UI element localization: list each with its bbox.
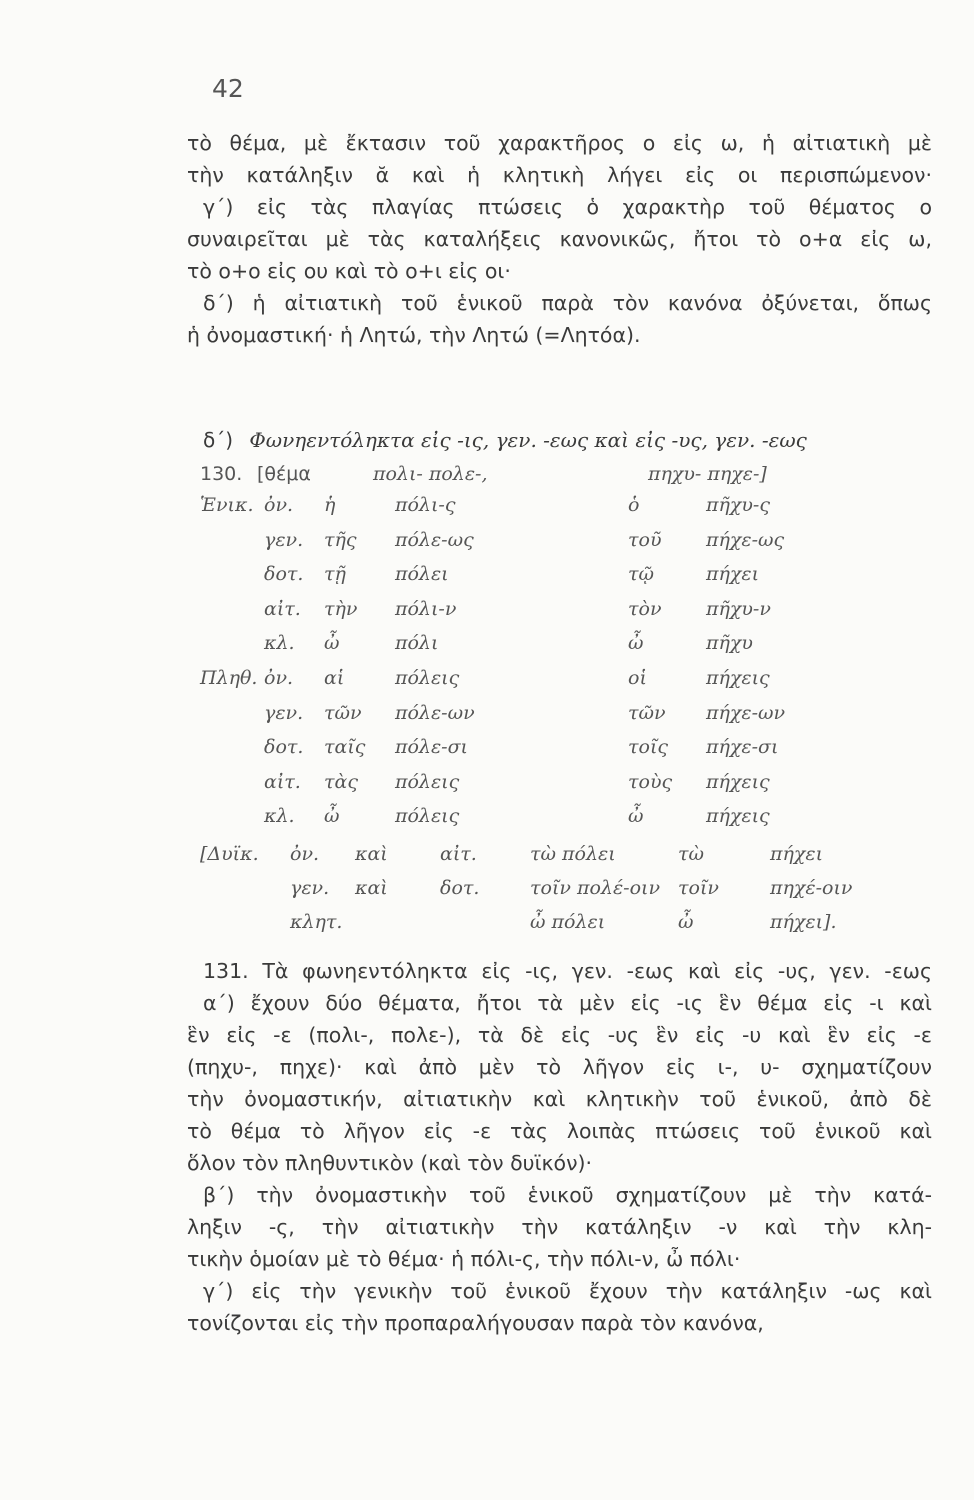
text-line: 131. Τὰ φωνηεντόληκτα εἰς -ις, γεν. -εως καὶ εἰς -υς, γεν. -εως <box>203 959 932 983</box>
table-cell: ταῖς <box>324 736 366 758</box>
table-cell: τοῖν πολέ-οιν <box>530 877 661 899</box>
text-line: ληξιν -ς, τὴν αἰτιατικὴν τὴν κατάληξιν -ν καὶ τὴν κλη- <box>187 1215 932 1239</box>
table-cell: κλητ. <box>290 911 343 933</box>
table-cell: ὦ <box>628 632 644 654</box>
table-cell: τῶν <box>628 701 666 724</box>
text-line: τὸ θέμα, μὲ ἔκτασιν τοῦ χαρακτῆρος ο εἰς ω, ἡ αἰτιατικὴ μὲ <box>187 131 932 155</box>
table-cell: πήχεις <box>706 770 770 793</box>
text-line: ἓν εἰς -ε (πολι-, πολε-), τὰ δὲ εἰς -υς ἓν εἰς -υ καὶ ἓν εἰς -ε <box>187 1023 932 1047</box>
table-cell: ὦ <box>628 805 644 827</box>
table-cell: γεν. <box>264 701 304 724</box>
table-cell: πόλε-ων <box>395 701 475 724</box>
text-line: (πηχυ-, πηχε)· καὶ ἀπὸ μὲν τὸ λῆγον εἰς ι-, υ- σχηματίζουν <box>187 1055 932 1079</box>
text-line: ἡ ὀνομαστική· ἡ Λητώ, τὴν Λητώ (=Λητόα). <box>187 323 641 347</box>
table-cell: πόλεις <box>395 667 460 689</box>
table-cell: τὸν <box>628 597 662 620</box>
text-line: τονίζονται εἰς τὴν προπαραλήγουσαν παρὰ τὸν κανόνα, <box>187 1311 764 1335</box>
table-cell: τὰς <box>324 770 358 793</box>
table-cell: ὀν. <box>264 667 294 689</box>
table-cell: [Δυϊκ. <box>200 843 259 865</box>
table-cell: ὀν. <box>264 494 294 516</box>
text-line: γ΄) εἰς τὰς πλαγίας πτώσεις ὁ χαρακτὴρ τοῦ θέματος ο <box>203 195 932 219</box>
page-number: 42 <box>212 74 244 103</box>
table-cell: πήχε-σι <box>706 736 779 758</box>
table-header-cell: [θέμα <box>257 463 311 485</box>
text-line: τὴν ὀνομαστικήν, αἰτιατικὴν καὶ κλητικὴν τοῦ ἑνικοῦ, ἀπὸ δὲ <box>187 1087 932 1111</box>
table-cell: αἰτ. <box>264 770 301 793</box>
table-cell: καὶ <box>355 877 388 899</box>
table-cell: τῶν <box>324 701 362 724</box>
table-cell: γεν. <box>290 877 330 899</box>
table-cell: αἰτ. <box>264 597 301 620</box>
table-cell: πῆχυ-ν <box>706 597 771 620</box>
table-cell: πήχει <box>770 843 824 865</box>
table-cell: δοτ. <box>440 877 480 899</box>
paragraph-text <box>187 127 932 351</box>
table-cell: τοῦ <box>628 528 662 551</box>
text-line: τὸ ο+ο εἰς ου καὶ τὸ ο+ι εἰς οι· <box>187 259 511 283</box>
table-cell: πηχέ-οιν <box>770 877 853 899</box>
table-cell: πόλεις <box>395 770 460 793</box>
table-cell: αἱ <box>324 667 345 689</box>
section-heading <box>203 428 933 452</box>
table-cell: τὴν <box>324 597 358 620</box>
table-header-cell: πηχυ- πηχε-] <box>648 463 767 485</box>
table-cell: τοὺς <box>628 770 673 793</box>
text-line: τὴν κατάληξιν ᾰ καὶ ἡ κλητικὴ λήγει εἰς οι περισπώμενον· <box>187 163 932 187</box>
table-cell: πόλι <box>395 632 439 654</box>
text-line: τικὴν ὁμοίαν μὲ τὸ θέμα· ἡ πόλι-ς, τὴν πόλι-ν, ὦ πόλι· <box>187 1247 741 1271</box>
table-cell: πόλεις <box>395 805 460 827</box>
table-header-cell: πολι- πολε-, <box>373 463 488 485</box>
table-cell: Ἑνικ. <box>200 494 254 516</box>
table-cell: πόλε-ως <box>395 528 474 551</box>
table-cell: πήχε-ων <box>706 701 786 724</box>
table-cell: ὦ <box>324 632 340 654</box>
table-cell: καὶ <box>355 843 388 865</box>
table-cell: πήχεις <box>706 667 770 689</box>
table-cell: ὦ <box>678 911 694 933</box>
section-label: δ΄) <box>203 428 234 452</box>
table-cell: πόλι-ν <box>395 597 457 620</box>
text-line: τὸ θέμα τὸ λῆγον εἰς -ε τὰς λοιπὰς πτώσεις τοῦ ἑνικοῦ καὶ <box>187 1119 932 1143</box>
table-cell: πήχεις <box>706 805 770 827</box>
text-line: δ΄) ἡ αἰτιατικὴ τοῦ ἑνικοῦ παρὰ τὸν κανόνα ὀξύνεται, ὅπως <box>203 291 932 315</box>
text-line: ὅλον τὸν πληθυντικὸν (καὶ τὸν δυϊκόν)· <box>187 1151 593 1175</box>
table-cell: κλ. <box>264 805 295 827</box>
paragraph-text <box>187 955 932 1339</box>
table-cell: τῆς <box>324 528 357 551</box>
table-cell: ὁ <box>628 494 640 516</box>
table-cell: δοτ. <box>264 736 304 758</box>
text-line: γ΄) εἰς τὴν γενικὴν τοῦ ἑνικοῦ ἔχουν τὴν κατάληξιν -ως καὶ <box>203 1279 932 1303</box>
table-cell: πῆχυ-ς <box>706 494 770 516</box>
section-title: Φωνηεντόληκτα εἰς -ις, γεν. -εως καὶ εἰς -υς, γεν. -εως <box>249 428 807 452</box>
table-cell: τὼ <box>678 843 705 865</box>
table-cell: οἱ <box>628 667 647 689</box>
table-cell: πόλει <box>395 563 449 585</box>
table-cell: γεν. <box>264 528 304 551</box>
text-line: συναιρεῖται μὲ τὰς καταλήξεις κανονικῶς, ἤτοι τὸ ο+α εἰς ω, <box>187 227 932 251</box>
table-cell: ὦ <box>324 805 340 827</box>
text-line: β΄) τὴν ὀνομαστικὴν τοῦ ἑνικοῦ σχηματίζουν μὲ τὴν κατά- <box>203 1183 932 1207</box>
table-cell: ἡ <box>324 494 336 516</box>
table-cell: τοῖς <box>628 736 669 758</box>
table-cell: κλ. <box>264 632 295 654</box>
text-line: α΄) ἔχουν δύο θέματα, ἤτοι τὰ μὲν εἰς -ις ἓν θέμα εἰς -ι καὶ <box>203 991 932 1015</box>
table-cell: δοτ. <box>264 563 304 585</box>
table-cell: πόλι-ς <box>395 494 456 516</box>
table-cell: τοῖν <box>678 877 719 899</box>
table-cell: Πληθ. <box>200 667 258 689</box>
section-number: 130. <box>200 463 243 485</box>
table-cell: τὼ πόλει <box>530 843 616 865</box>
table-cell: πῆχυ <box>706 632 753 654</box>
table-cell: πήχει <box>706 563 760 585</box>
table-cell: τῇ <box>324 563 346 585</box>
table-cell: πόλε-σι <box>395 736 469 758</box>
table-cell: πήχει]. <box>770 911 837 933</box>
table-cell: ὦ πόλει <box>530 911 606 933</box>
table-cell: τῷ <box>628 563 655 585</box>
table-cell: αἰτ. <box>440 843 477 865</box>
table-cell: ὀν. <box>290 843 320 865</box>
table-cell: πήχε-ως <box>706 528 785 551</box>
